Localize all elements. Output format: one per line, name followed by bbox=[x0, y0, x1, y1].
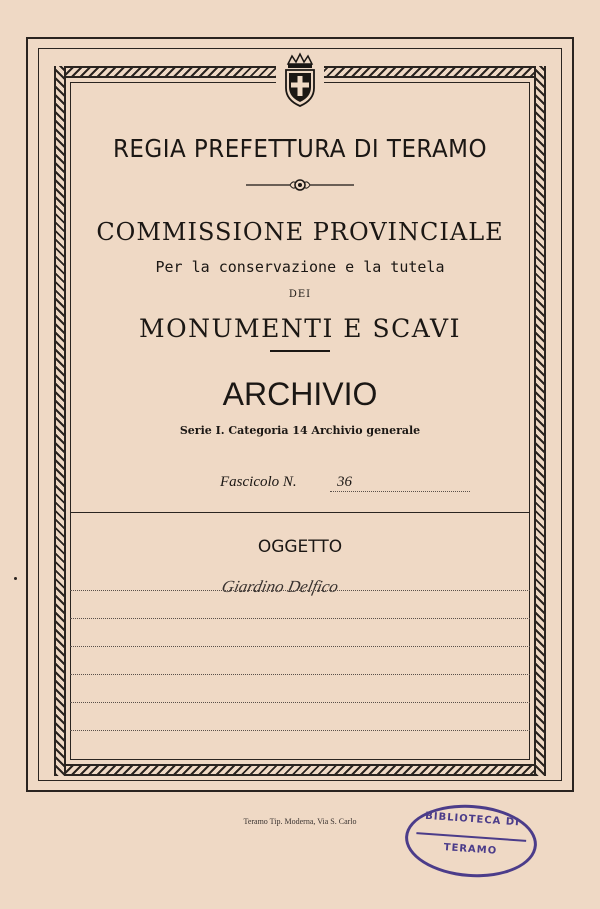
savoy-crest-icon bbox=[276, 50, 324, 110]
dei-label: DEI bbox=[288, 289, 312, 300]
dotted-line bbox=[70, 618, 530, 619]
printer-imprint: Teramo Tip. Moderna, Via S. Carlo bbox=[243, 817, 357, 826]
dotted-line bbox=[70, 730, 530, 731]
paper-speck bbox=[14, 577, 17, 580]
stamp-bottom-text: TERAMO bbox=[443, 842, 498, 857]
monumenti-heading: MONUMENTI E SCAVI bbox=[139, 314, 461, 343]
commissione-heading: COMMISSIONE PROVINCIALE bbox=[96, 218, 504, 246]
short-rule bbox=[270, 350, 330, 352]
dotted-line bbox=[70, 646, 530, 647]
border-band-left bbox=[54, 66, 66, 776]
prefettura-heading: REGIA PREFETTURA DI TERAMO bbox=[112, 134, 488, 163]
border-band-bottom bbox=[54, 764, 546, 776]
oggetto-label: OGGETTO bbox=[257, 537, 343, 557]
serie-line: Serie I. Categoria 14 Archivio generale bbox=[179, 424, 421, 437]
purpose-line: Per la conservazione e la tutela bbox=[155, 258, 445, 276]
dotted-line bbox=[70, 674, 530, 675]
fascicolo-dotted-line bbox=[330, 491, 470, 492]
fascicolo-label: Fascicolo N. bbox=[220, 474, 297, 490]
dotted-line bbox=[70, 702, 530, 703]
oggetto-handwritten-value: Giardino Delfico bbox=[220, 577, 341, 596]
scroll-ornament-icon bbox=[246, 178, 354, 192]
border-band-right bbox=[534, 66, 546, 776]
archivio-title: ARCHIVIO bbox=[222, 376, 378, 412]
library-stamp bbox=[403, 800, 540, 881]
stamp-top-text: BIBLIOTECA DI bbox=[424, 810, 521, 829]
section-divider bbox=[70, 512, 530, 513]
fascicolo-number: 36 bbox=[337, 474, 352, 490]
dotted-line bbox=[70, 590, 530, 591]
